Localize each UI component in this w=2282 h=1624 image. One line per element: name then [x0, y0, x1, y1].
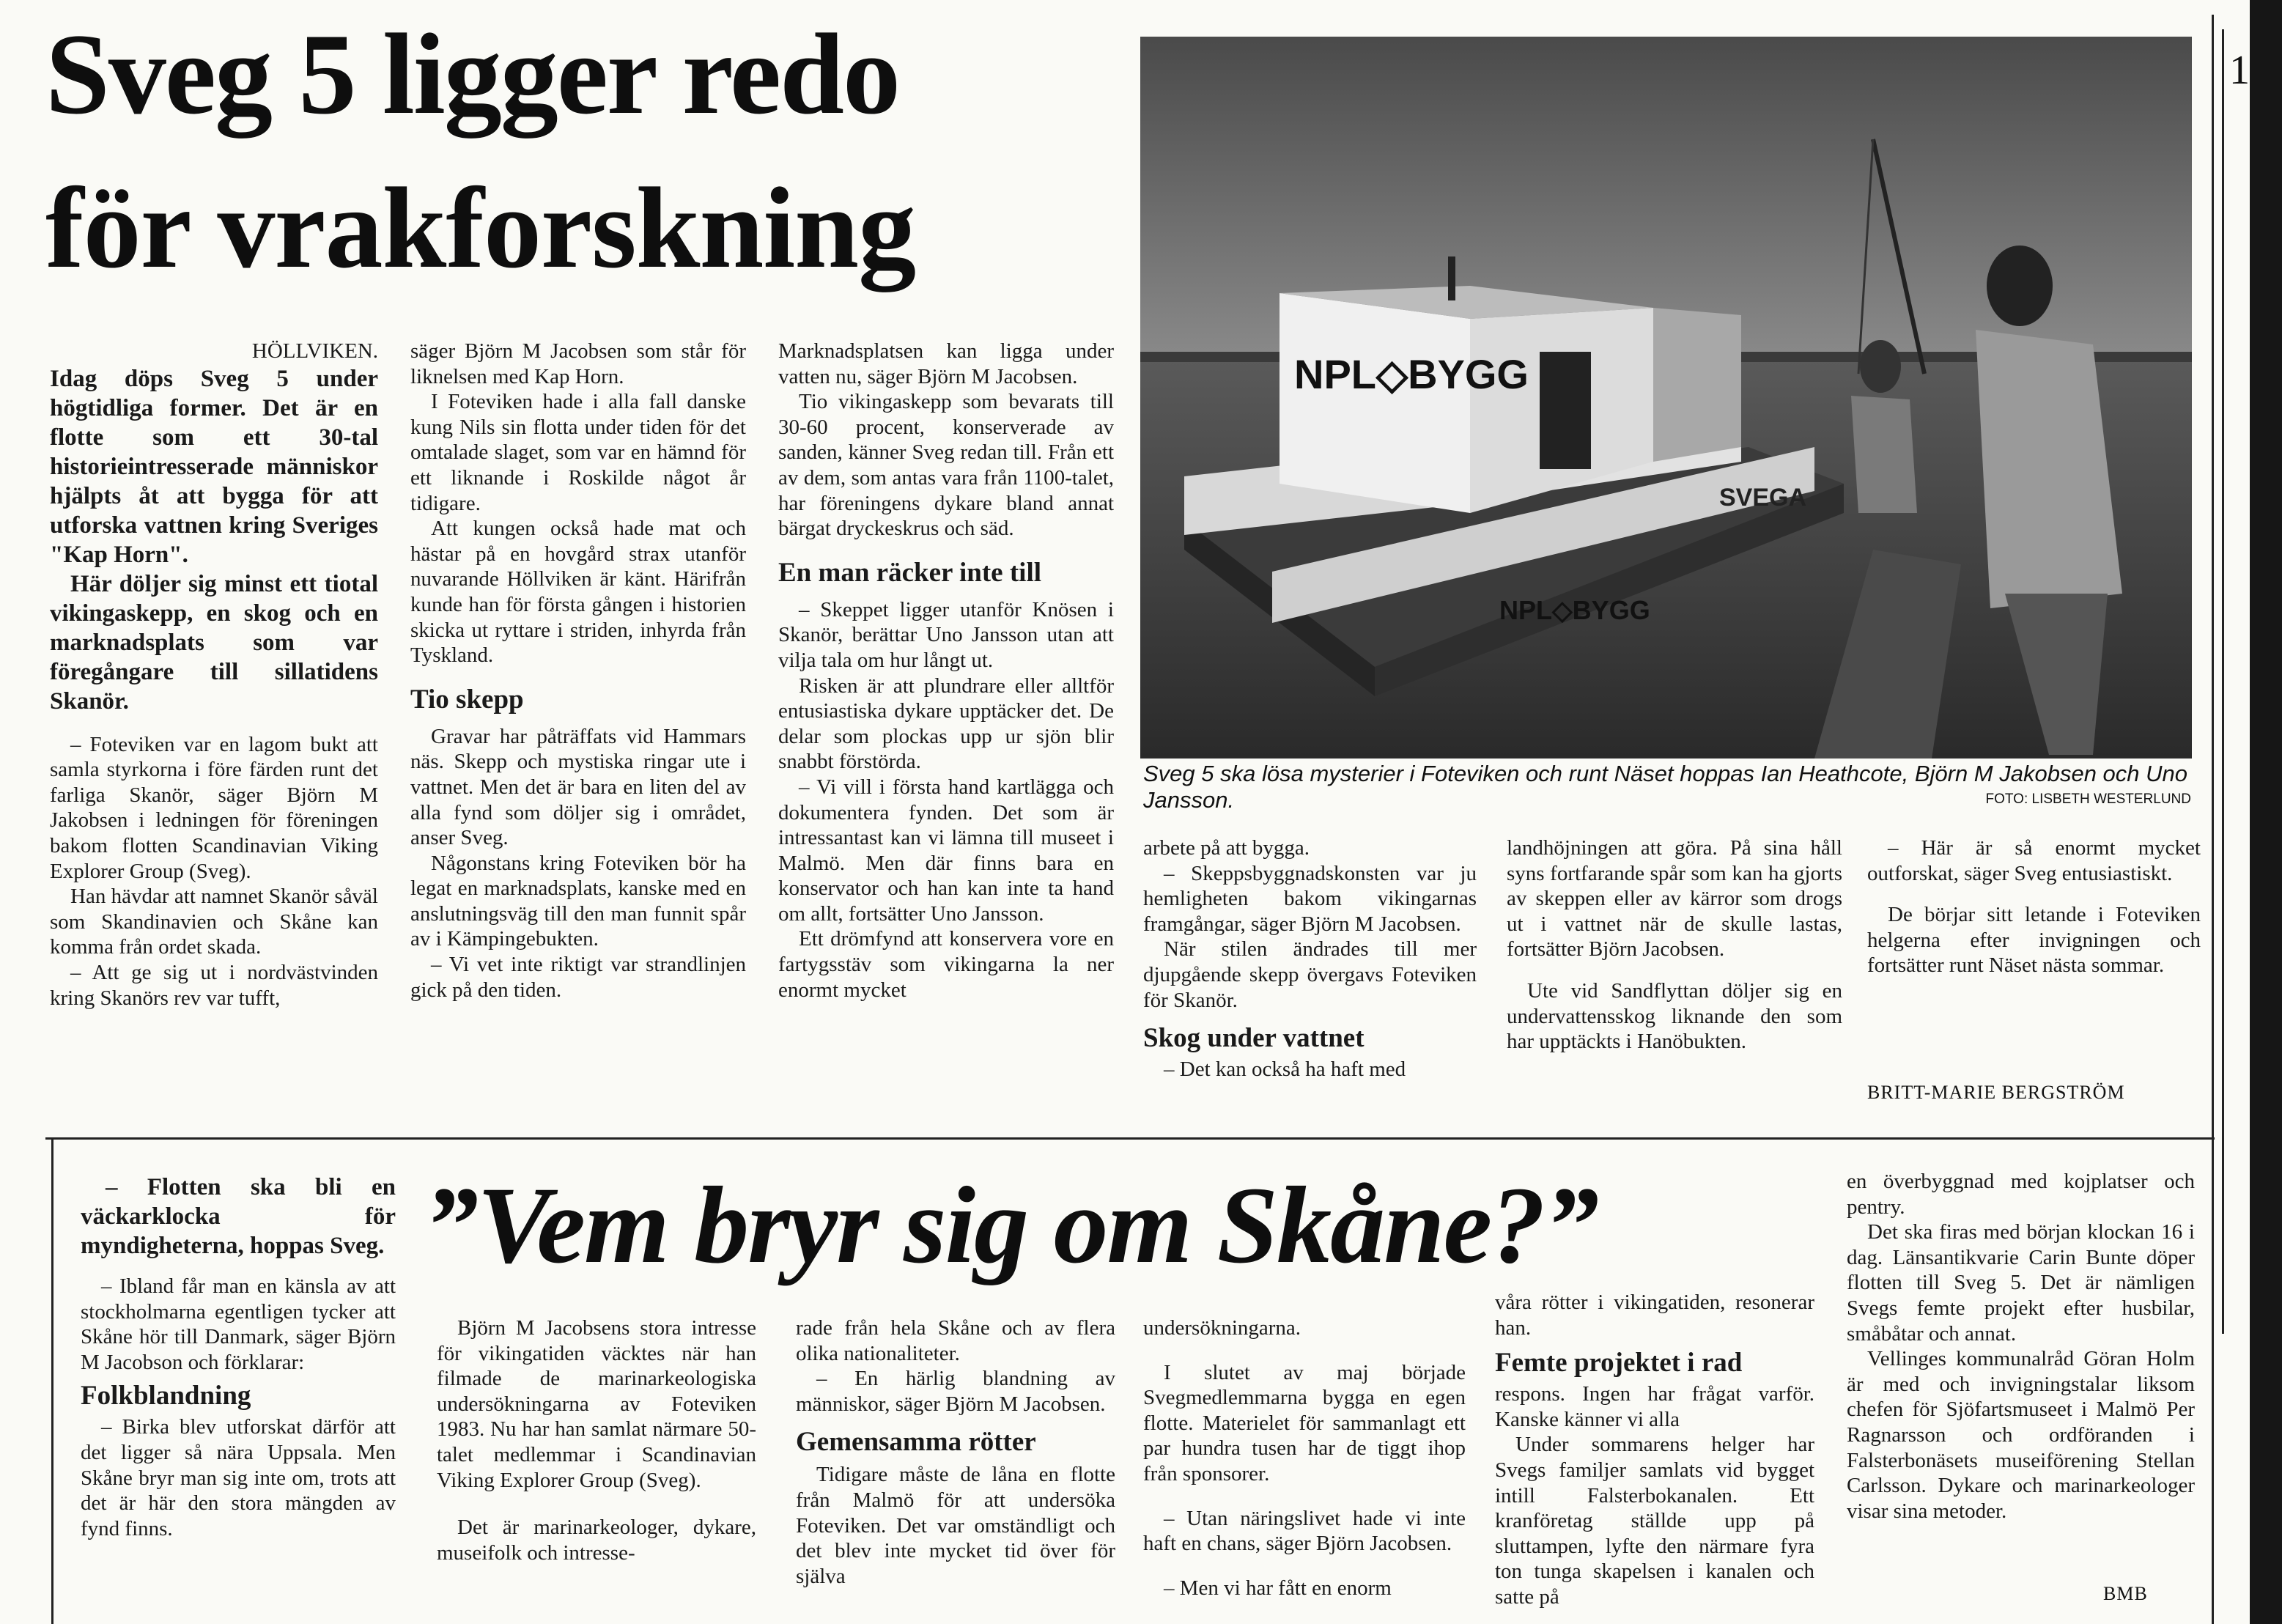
article-frame-left: [51, 1137, 53, 1624]
article2-column-3: [796, 1315, 1115, 1589]
margin-rule: [2222, 29, 2224, 1334]
lead-paragraph-1: Idag döps Sveg 5 under högtidliga former. Det är en flotte som ett 30-tal historieintresserade människor hjälpts åt att bygga för att utforska vattnen kring Sveriges "Kap Horn".: [50, 365, 378, 568]
sign-npl-bygg-cabin: NPL◇BYGG: [1294, 351, 1529, 397]
body-paragraph: Risken är att plundrare eller alltför entusiastiska dykare upptäcker det. De delar som plockas upp ur sjön blir snabbt förstörda.: [778, 673, 1114, 774]
byline-article2: BMB: [2103, 1583, 2148, 1604]
body-paragraph: Björn M Jacobsens stora intresse för vikingatiden väcktes när han filmade de marinarkeologiska undersökningarna av Foteviken 1983. Nu har han samlat närmare 50-talet medlemmar i Scandinavian Viking Explorer Group (Sveg).: [437, 1316, 756, 1492]
body-paragraph: Tio vikingaskepp som bevarats till 30-60 procent, konserverade av sanden, känner Sveg redan till. Från ett av dem, som antas vara från 1100-talet, har föreningens dykare bland annat bärgat dryckeskrus och säd.: [778, 390, 1114, 541]
article1-column-5: [1507, 835, 1842, 1055]
subhead-en-man: En man räcker inte till: [778, 557, 1042, 588]
article2-column-5: [1495, 1290, 1814, 1610]
photo-caption: Sveg 5 ska lösa mysterier i Foteviken och runt Näset hoppas Ian Heathcote, Björn M Jakobsen och Uno Jansson.: [1143, 761, 2188, 813]
sign-svega: SVEGA: [1719, 484, 1807, 512]
subhead-skog: Skog under vattnet: [1143, 1023, 1365, 1054]
body-paragraph: Det ska firas med början klockan 16 i dag. Länsantikvarie Carin Bunte döper flotten till Sveg 5. Det är nämligen Svegs femte projekt efter husbilar, småbåtar och annat.: [1847, 1220, 2195, 1346]
body-paragraph: Gravar har påträffats vid Hammars näs. Skepp och mystiska ringar ute i vattnet. Men det är bara en liten del av alla fynd som döljer sig i området, anser Sveg.: [410, 724, 746, 850]
article-divider: [45, 1137, 2215, 1140]
headline-article2: ”Vem bryr sig om Skåne?”: [424, 1165, 1598, 1286]
body-paragraph: våra rötter i vikingatiden, resonerar han.: [1495, 1291, 1814, 1340]
body-paragraph: I Foteviken hade i alla fall danske kung Nils sin flotta under tiden för det omtalade slaget, som var en hämnd för ett liknande i Roskilde något år tidigare.: [410, 390, 746, 515]
body-paragraph: – Birka blev utforskat därför att det ligger så nära Uppsala. Men Skåne bryr man sig inte om, trots att det är här den stora mängden av fynd finns.: [81, 1415, 396, 1540]
scan-edge: [2250, 0, 2282, 1624]
body-paragraph: arbete på att bygga.: [1143, 836, 1310, 860]
body-paragraph: – Ibland får man en känsla av att stockholmarna egentligen tycker att Skåne hör till Danmark, säger Björn M Jacobson och förklarar:: [81, 1274, 396, 1374]
article1-column-4: [1143, 835, 1477, 1082]
lead-paragraph-2: Här döljer sig minst ett tiotal vikingaskepp, en skog och en marknadsplats som var föregångare till sillatidens Skanör.: [50, 570, 378, 715]
photo-credit: FOTO: LISBETH WESTERLUND: [1985, 791, 2191, 807]
lead-paragraph: – Flotten ska bli en väckarklocka för myndigheterna, hoppas Sveg.: [81, 1174, 396, 1259]
article1-column-6: [1867, 835, 2201, 978]
subhead-femte-projektet: Femte projektet i rad: [1495, 1348, 1743, 1378]
article1-column-3: [778, 339, 1114, 1003]
body-paragraph: – Utan näringslivet hade vi inte haft en chans, säger Björn Jacobsen.: [1143, 1506, 1466, 1556]
body-paragraph: De börjar sitt letande i Foteviken helgerna efter invigningen och fortsätter runt Näset nästa sommar.: [1867, 903, 2201, 978]
body-paragraph: undersökningarna.: [1143, 1316, 1301, 1340]
body-paragraph: Tidigare måste de låna en flotte från Malmö för att undersöka Foteviken. Det var omständligt och det blev inte mycket tid över för själva: [796, 1463, 1115, 1588]
body-paragraph: Vellinges kommunalråd Göran Holm är med och invigningstalar liksom chefen för Sjöfartsmuseet i Malmö Per Ragnarsson och ordföranden i Falsterbonäsets museiförening Stellan Carlsson. Dykare och marinarkeologer visar sina metoder.: [1847, 1347, 2195, 1523]
body-paragraph: rade från hela Skåne och av flera olika nationaliteter.: [796, 1316, 1115, 1365]
body-paragraph: Under sommarens helger har Svegs familjer samlats vid bygget intill Falsterbokanalen. Ett kranföretag ställde upp på sluttampen, lyfte den närmare fyra ton tunga skapelsen i kanalen och satte på: [1495, 1433, 1814, 1609]
sign-npl-bygg-railing: NPL◇BYGG: [1499, 595, 1650, 625]
body-paragraph: Det är marinarkeologer, dykare, museifolk och intresse-: [437, 1516, 756, 1565]
article2-column-1: [81, 1173, 396, 1541]
article-frame-right: [2212, 15, 2214, 1624]
body-paragraph: I slutet av maj började Svegmedlemmarna bygga en egen flotte. Materielet för sammanlagt ett par hundra tusen har de tiggt ihop från sponsorer.: [1143, 1360, 1466, 1485]
page-mark: 1: [2229, 48, 2250, 93]
body-paragraph: säger Björn M Jacobsen som står för liknelsen med Kap Horn.: [410, 339, 746, 388]
body-paragraph: Ett drömfynd att konservera vore en fartygsstäv som vikingarna la ner enormt mycket: [778, 927, 1114, 1002]
article2-column-2: [437, 1315, 756, 1565]
body-paragraph: – Skeppsbyggnadskonsten var ju hemligheten bakom vikingarnas framgångar, säger Björn M Jacobsen.: [1143, 861, 1477, 936]
body-paragraph: respons. Ingen har frågat varför. Kanske känner vi alla: [1495, 1382, 1814, 1431]
body-paragraph: – En härlig blandning av människor, säger Björn M Jacobsen.: [796, 1367, 1115, 1416]
body-paragraph: Att kungen också hade mat och hästar på en hovgård strax utanför nuvarande Höllviken är känt. Härifrån kunde han för första gången i historien skicka ut ryttare i striden, inhyrda från Tyskland.: [410, 517, 746, 668]
headline-line-2: för vrakforskning: [45, 164, 916, 292]
subhead-folkblandning: Folkblandning: [81, 1381, 251, 1411]
body-paragraph: – Det kan också ha haft med: [1164, 1058, 1406, 1082]
article2-column-6: [1847, 1169, 2195, 1524]
body-paragraph: – Skeppet ligger utanför Knösen i Skanör, berättar Uno Jansson utan att vilja tala om hur långt ut.: [778, 597, 1114, 672]
article1-column-2: [410, 339, 746, 1003]
dateline: HÖLLVIKEN.: [251, 339, 378, 363]
body-paragraph: – Men vi har fått en enorm: [1164, 1576, 1392, 1600]
body-paragraph: Han hävdar att namnet Skanör såväl som Skandinavien och Skåne kan komma från ordet skada.: [50, 885, 378, 959]
body-paragraph: landhöjningen att göra. På sina håll syns fortfarande spår som kan ha gjorts av skeppen eller av kärror som drogs ut i vattnet när de skulle lastas, fortsätter Björn Jacobsen.: [1507, 836, 1842, 962]
body-paragraph: – Vi vill i första hand kartlägga och dokumentera fynden. Det som är intressantast kan vi lämna till museet i Malmö. Men där finns bara en konservator och han kan inte ta hand om allt, fortsätter Uno Jansson.: [778, 775, 1114, 926]
body-paragraph: Någonstans kring Foteviken bör ha legat en marknadsplats, kanske med en anslutningsväg till den man funnit spår av i Kämpingebukten.: [410, 851, 746, 951]
subhead-tio-skepp: Tio skepp: [410, 684, 524, 715]
byline-article1: BRITT-MARIE BERGSTRÖM: [1867, 1082, 2125, 1103]
headline-line-1: Sveg 5 ligger redo: [45, 10, 899, 139]
body-paragraph: – Foteviken var en lagom bukt att samla styrkorna i före färden runt det farliga Skanör, säger Björn M Jakobsen i ledningen för föreningen bakom flotten Scandinavian Viking Explorer Group (Sveg).: [50, 732, 378, 883]
body-paragraph: När stilen ändrades till mer djupgående skepp övergavs Foteviken för Skanör.: [1143, 937, 1477, 1012]
body-paragraph: Marknadsplatsen kan ligga under vatten nu, säger Björn M Jacobsen.: [778, 339, 1114, 388]
article2-column-4: [1143, 1315, 1466, 1601]
body-paragraph: en överbyggnad med kojplatser och pentry.: [1847, 1170, 2195, 1219]
body-paragraph: Ute vid Sandflyttan döljer sig en undervattensskog liknande den som har upptäckts i Hanöbukten.: [1507, 978, 1842, 1054]
subhead-gemensamma: Gemensamma rötter: [796, 1427, 1036, 1458]
article1-column-1: [50, 339, 378, 1011]
photo-raft: [1140, 37, 2192, 759]
body-paragraph: – Att ge sig ut i nordvästvinden kring Skanörs rev var tufft,: [50, 960, 378, 1010]
body-paragraph: – Vi vet inte riktigt var strandlinjen gick på den tiden.: [410, 953, 746, 1002]
body-paragraph: – Här är så enormt mycket outforskat, säger Sveg entusiastiskt.: [1867, 836, 2201, 885]
